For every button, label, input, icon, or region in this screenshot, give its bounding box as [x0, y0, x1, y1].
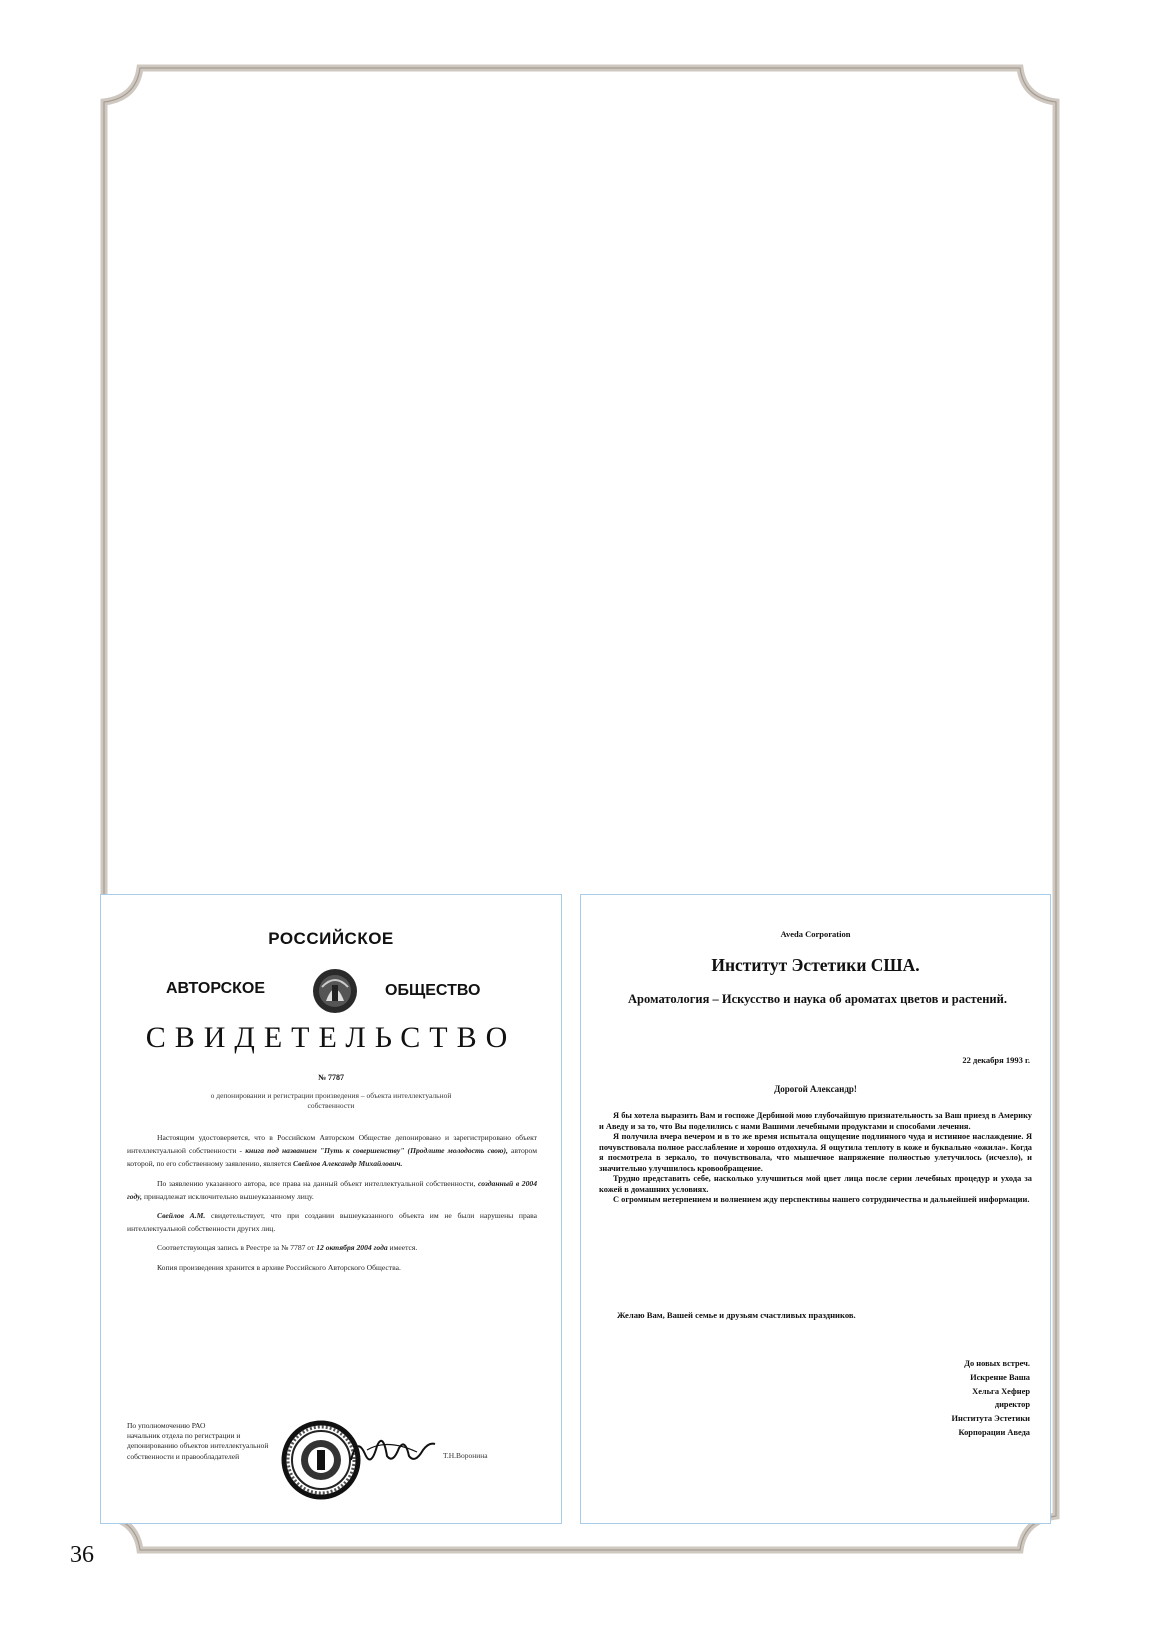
letter-institute: Институт Эстетики США.: [711, 955, 920, 975]
letter-signature-block: [951, 1357, 1030, 1440]
letter-signature-line: директор: [994, 1400, 1030, 1410]
certificate-number: № 7787: [317, 1073, 345, 1082]
letter-signature-line: Хельга Хефнер: [972, 1386, 1030, 1396]
certificate-title-top: РОССИЙСКОЕ: [268, 929, 394, 948]
certificate-footer-line: начальник отдела по регистрации и: [127, 1431, 241, 1441]
certificate-title-right: ОБЩЕСТВО: [385, 982, 481, 999]
certificate-title-left: АВТОРСКОЕ: [166, 980, 266, 997]
page-number: 36: [70, 1542, 94, 1568]
certificate-footer-line: собственности и правообладателей: [127, 1451, 240, 1461]
certificate-paragraph: Настоящим удостоверяется, что в Российском Авторском Обществе депонировано и зарегистрировано объект интеллектуальной собственности - книга под названием "Путь к совершенству" (Продлите молодость свою), автором которой, по его собственному заявлению, является Свейлов Александр Михайлович.: [127, 1133, 538, 1169]
letter-paragraph: Я бы хотела выразить Вам и госпоже Дербиной мою глубочайшую признательность за Ваш приезд в Америку и Аведу и за то, что Вы поделились с нами Вашими лечебными продуктами и способами лечения.: [599, 1111, 1032, 1131]
letter-body: [599, 1111, 1032, 1206]
letter-document: [580, 894, 1051, 1524]
letter-closing: Желаю Вам, Вашей семье и друзьям счастливых праздников.: [617, 1310, 856, 1320]
letter-paragraph: Я получила вчера вечером и в то же время испытала ощущение подлинного чуда и истинное наслаждение. Я почувствовала полное расслабление и хорошо отдохнула. Я ощутила теплоту в коже и буквально «ожила». Когда я посмотрела в зеркало, то почувствовала, что мышечное напряжение полностью улетучилось (исчезло), и значительно улучшилось кровообращение.: [599, 1132, 1032, 1173]
certificate-paragraph: Соответствующая запись в Реестре за № 7787 от 12 октября 2004 года имеется.: [157, 1243, 418, 1253]
letter-subject: Ароматология – Искусство и наука об ароматах цветов и растений.: [628, 992, 1007, 1006]
certificate-document: [100, 894, 562, 1524]
certificate-paragraph: Свейлов А.М. свидетельствует, что при создании вышеуказанного объекта им не были нарушены права интеллектуальной собственности других лиц.: [127, 1211, 538, 1234]
rao-emblem-icon: [310, 967, 360, 1015]
certificate-paragraph: Копия произведения хранится в архиве Российского Авторского Общества.: [157, 1262, 401, 1272]
certificate-heading: СВИДЕТЕЛЬСТВО: [145, 1021, 517, 1054]
letter-signature-line: Искренне Ваша: [970, 1372, 1030, 1382]
letter-date: 22 декабря 1993 г.: [962, 1055, 1030, 1065]
certificate-footer-line: По уполномочению РАО: [127, 1421, 206, 1430]
letter-paragraph: С огромным нетерпением и волнением жду перспективы нашего сотрудничества и дальнейшей информации.: [613, 1195, 1030, 1204]
certificate-subtitle: о депонировании и регистрации произведения – объекта интеллектуальной собственности: [210, 1091, 452, 1110]
certificate-signer: Т.Н.Воронина: [443, 1451, 488, 1460]
letter-signature-line: До новых встреч.: [964, 1359, 1030, 1368]
certificate-body: [127, 1131, 537, 1280]
certificate-paragraph: По заявлению указанного автора, все права на данный объект интеллектуальной собственности, созданный в 2004 году, принадлежат исключительно вышеуказанному лицу.: [127, 1178, 537, 1201]
letter-signature-line: Корпорации Аведа: [958, 1427, 1030, 1437]
certificate-title-row: [101, 967, 561, 1011]
certificate-footer-line: депонированию объектов интеллектуальной: [127, 1441, 269, 1451]
handwritten-signature-icon: [347, 1430, 437, 1470]
letter-greeting: Дорогой Александр!: [774, 1084, 857, 1094]
letter-company: Aveda Corporation: [780, 929, 851, 939]
letter-signature-line: Института Эстетики: [951, 1414, 1030, 1424]
letter-paragraph: Трудно представить себе, насколько улучшиться мой цвет лица после серии лечебных процедур и ухода за кожей в домашних условиях.: [599, 1174, 1032, 1194]
